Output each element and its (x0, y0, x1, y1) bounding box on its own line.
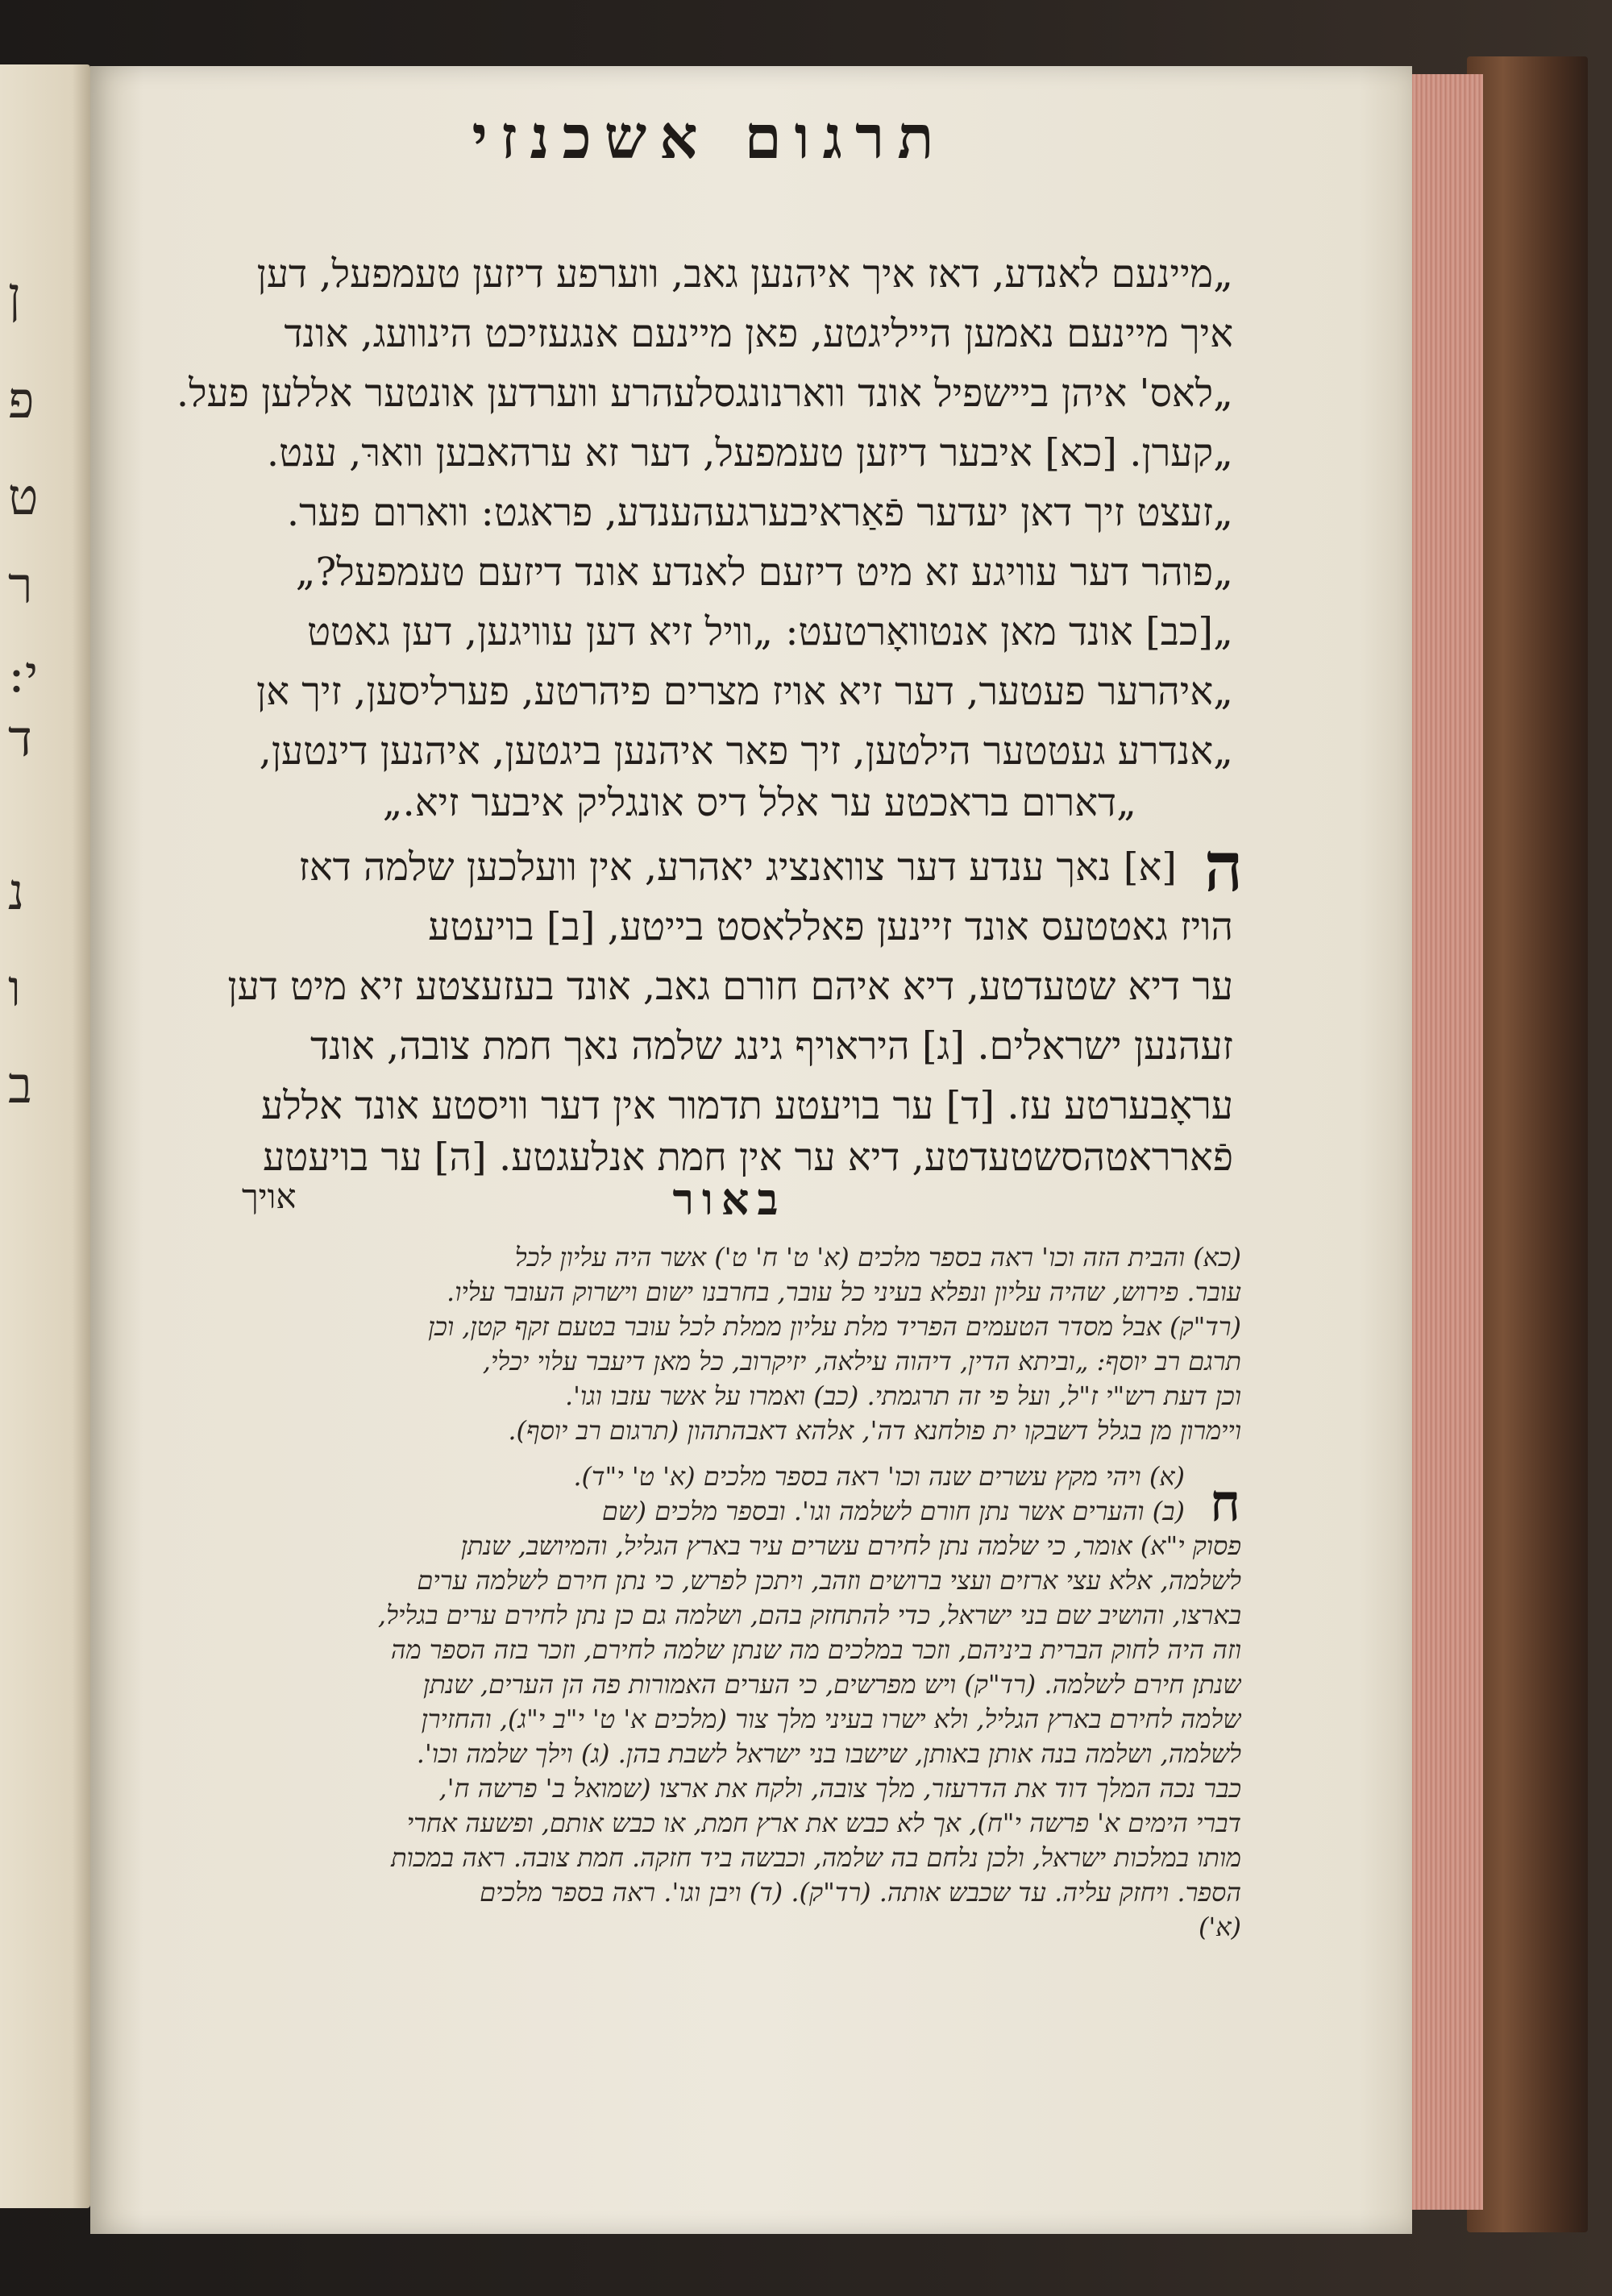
main-text-line: זעהנען ישראלים. [ג] היראויף גינג שלמה נאך חמת צובה, אונד (310, 1023, 1233, 1069)
commentary-line: וכן דעת רש"י ז"ל, ועל פי זה תרגמתי. (כב) ואמרו על אשר עזבו וגו'. (564, 1381, 1241, 1411)
catchword: אויך (242, 1177, 297, 1216)
book-cover (1467, 56, 1588, 2232)
commentary-line: דברי הימים א' פרשה י"ח), אך לא כבש את ארץ חמת, או כבש אותם, ופשעה אחרי (406, 1808, 1241, 1838)
running-head: תרגום אשכנזי (472, 103, 947, 172)
commentary-line: פסוק י"א) אומר, כי שלמה נתן לחירם עשרים עיר בארץ הגליל, והמיושב, שנתן (460, 1530, 1241, 1561)
commentary-line: לשלמה, אלא עצי ארזים ועצי ברושים וזהב, ויתכן לפרש, כי נתן חירם לשלמה ערים (417, 1565, 1241, 1596)
commentary-line: שנתן חירם לשלמה. (רד"ק) ויש מפרשים, כי הערים האמורות פה הן הערים, שנתן (423, 1669, 1241, 1700)
main-text-line: „[כב] אונד מאן אנטוואָרטעט: „וויל זיא דען עוויגען, דען גאטט (307, 609, 1233, 654)
left-page-fragment: ט (8, 467, 39, 526)
main-text-line: „אנדרע געטטער הילטען, זיך פאר איהנען ביגטען, איהנען דינטען, (259, 729, 1233, 774)
main-text-line: „זעצט זיך דאן יעדער פֿאַראיבערגעהענדע, פראגט: ווארום פער. (286, 490, 1233, 535)
left-page-fragment: ן (8, 266, 21, 325)
commentary-line: (ב) והערים אשר נתן חורם לשלמה וגו'. ובספר מלכים (שם (601, 1496, 1185, 1526)
main-text-line: הויז גאטטעס אונד זיינען פאללאסט בייטע, [ב] בויעטע (428, 904, 1233, 949)
commentary-line: עובר. פירוש, שהיה עליון ונפלא בעיני כל עובר, בחרבנו ישום וישרוק העובר עליו. (447, 1277, 1241, 1307)
main-text-line: ער דיא שטעדטע, דיא איהם חורם גאב, אונד בעזעצטע זיא מיט דען (227, 964, 1233, 1009)
main-text-line: „דארום בראכטע ער אלל דיס אונגליק איבער זיא.„ (382, 780, 1136, 825)
left-page-fragment: נ (8, 862, 25, 921)
main-text-line: „לאס' איהן ביישפיל אונד ווארנונגסלעהרע ווערדען אונטער אללען פעל. (176, 371, 1233, 416)
main-text-line: „איהרער פעטער, דער זיא אויז מצרים פיהרטע, פערליסען, זיך אן (256, 669, 1233, 714)
main-text-line: [א] נאך ענדע דער צוואנציג יאהרע, אין וועלכען שלמה דאז (298, 845, 1177, 890)
main-text-line: „מיינעם לאנדע, דאז איך איהנען גאב, ווערפע דיזען טעמפעל, דען (256, 251, 1233, 297)
main-text-line: „פוהר דער עוויגע זא מיט דיזעם לאנדע אונד דיזעם טעמפעל?„ (295, 550, 1233, 595)
commentary-line: מותו במלכות ישראל, ולכן נלחם בה שלמה, וכבשה ביד חזקה. חמת צובה. ראה במכות (391, 1842, 1241, 1873)
commentary-section-letter: ח (1210, 1473, 1240, 1534)
commentary-heading: באור (672, 1173, 787, 1225)
main-text-line: איך מיינעם נאמען הייליגטע, פאן מיינעם אנגעזיכט הינוועג, אונד (284, 311, 1233, 356)
commentary-line: לשלמה, ושלמה בנה אותן באותן, שישבו בני ישראל לשבת בהן. (ג) וילך שלמה וכו'. (416, 1738, 1241, 1769)
main-text-line: עראָבערטע עז. [ד] ער בויעטע תדמור אין דער וויסטע אונד אללע (261, 1083, 1233, 1128)
commentary-line: כבר נכה המלך דוד את הדרעזר, מלך צובה, ולקח את ארצו (שמואל ב' פרשה ח', (438, 1773, 1241, 1804)
left-page-fragment: י: (8, 645, 39, 704)
commentary-line: (א') (1199, 1912, 1241, 1942)
commentary-line: וזה היה לחוק הברית ביניהם, וזכר במלכים מה שנתן שלמה לחירם, וזכר בזה הספר מה (390, 1634, 1241, 1665)
left-page-fragment: פ (8, 371, 35, 430)
main-text-line: „קערן. [כא] איבער דיזען טעמפעל, דער זא ערהאבען ווארּ, ענט. (266, 430, 1233, 475)
left-page-fragment: ב (8, 1056, 32, 1115)
commentary-line: (כא) והבית הזה וכו' ראה בספר מלכים (א' ט' ח' ט') אשר היה עליון לכל (514, 1242, 1241, 1273)
commentary-line: בארצו, והושיב שם בני ישראל, כדי להתחזק בהם, ושלמה גם כן נתן לחירם ערים בגליל, (377, 1600, 1241, 1630)
commentary-line: תרגם רב יוסף: „וביתא הדין, דיהוה עילאה, יזיקרוב, כל מאן דיעבר עלוי יכלי, (482, 1346, 1241, 1376)
left-page-fragment: ד (8, 709, 32, 768)
left-page-fragment: ו (8, 959, 21, 1018)
section-initial-letter: ה (1203, 827, 1244, 907)
page-edges (1402, 74, 1483, 2210)
main-text-line: פֿארראטהסשטעדטע, דיא ער אין חמת אנלעגטע. [ה] ער בויעטע (263, 1135, 1233, 1177)
commentary-line: (א) ויהי מקץ עשרים שנה וכו' ראה בספר מלכים (א' ט' י"ד). (573, 1461, 1185, 1492)
commentary-line: ויימרון מן בגלל דשבקו ית פולחנא דה', אלהא דאבהתהון (תרגום רב יוסף). (508, 1415, 1241, 1446)
commentary-line: הספר. ויחזק עליה. עד שכבש אותה. (רד"ק). (ד) ויבן וגו'. ראה בספר מלכים (480, 1877, 1241, 1908)
commentary-line: (רד"ק) אבל מסדר הטעמים הפריד מלת עליון ממלת לכל עובר בטעם זקף קטן, וכן (428, 1311, 1241, 1342)
commentary-line: שלמה לחירם בארץ הגליל, ולא ישרו בעיני מלך צור (מלכים א' ט' י"ב י"ג), והחזירן (421, 1704, 1241, 1734)
left-page-fragment: ר (8, 556, 33, 615)
left-page-edge (0, 64, 90, 2208)
